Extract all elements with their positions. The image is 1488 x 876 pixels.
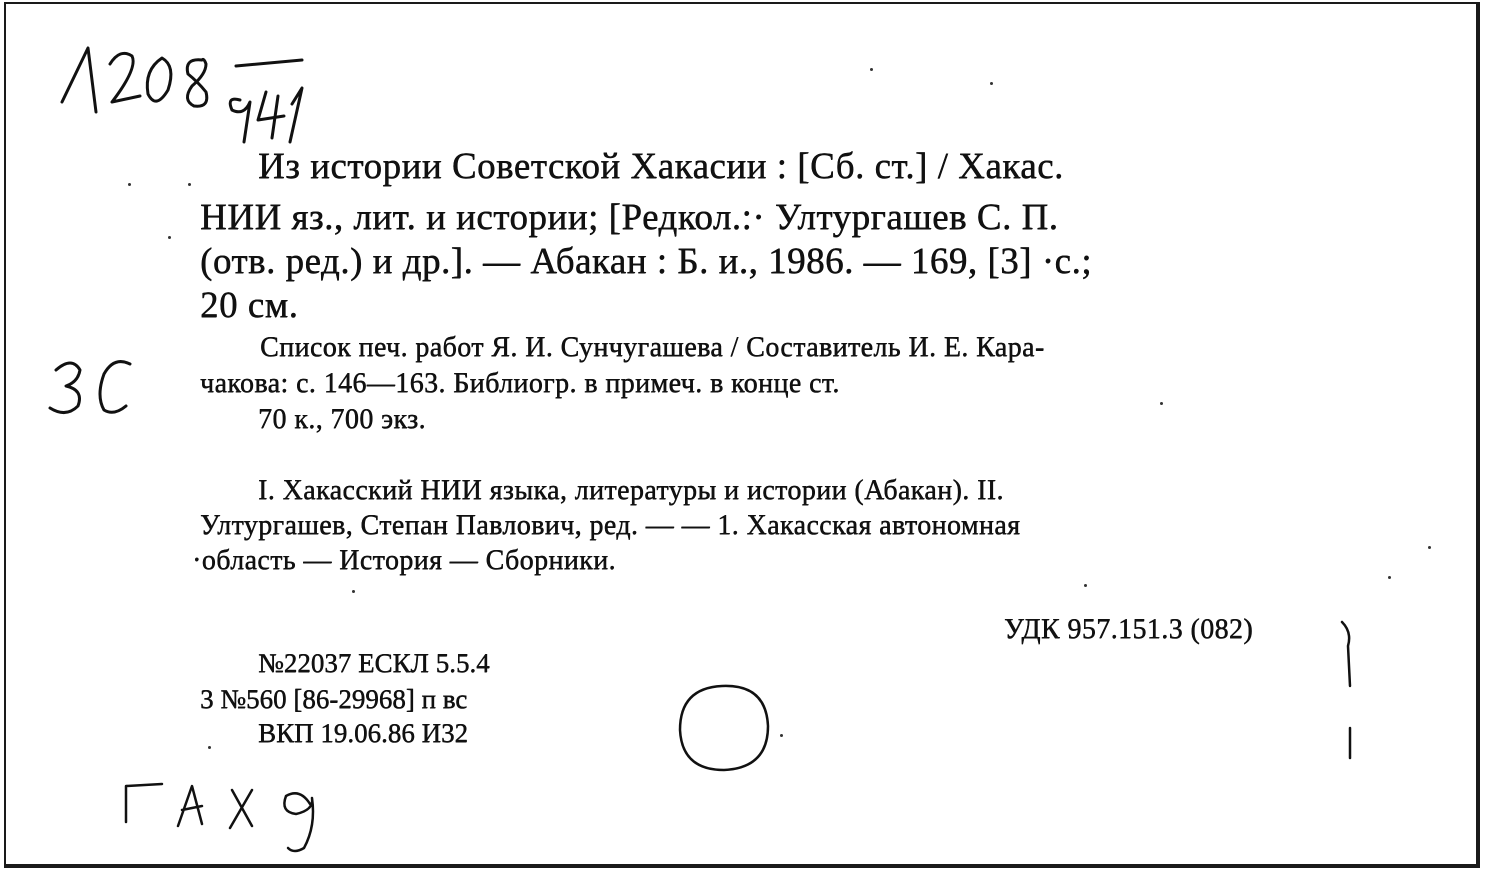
- handwritten-shelf-code: [44, 350, 144, 435]
- speck: [1428, 546, 1431, 549]
- pencil-marks-right-drawing: [1336, 616, 1366, 766]
- speck: [990, 82, 993, 85]
- speck: [168, 236, 171, 239]
- code-line-1: №22037 ЕСКЛ 5.5.4: [258, 648, 490, 678]
- handwritten-call-number-drawing: [40, 30, 320, 150]
- speck: [870, 68, 873, 71]
- code-line-2: 3 №560 [86-29968] п вс: [200, 684, 468, 714]
- udk-code: УДК 957.151.3 (082): [1004, 614, 1254, 645]
- handwritten-index-code: [118, 770, 358, 865]
- speck: [208, 746, 211, 749]
- handwritten-index-code-drawing: [118, 770, 358, 860]
- hand-drawn-circle-drawing: [672, 680, 782, 780]
- speck: [1084, 584, 1087, 587]
- speck: [1388, 576, 1391, 579]
- speck: [780, 734, 783, 737]
- speck: [188, 183, 191, 186]
- title-line-3: (отв. ред.) и др.]. — Абакан : Б. и., 1986. — 169, [3] ·с.;: [200, 241, 1092, 282]
- handwritten-shelf-code-drawing: [44, 350, 144, 430]
- price-line: 70 к., 700 экз.: [258, 404, 426, 435]
- hand-drawn-circle: [672, 680, 782, 785]
- speck: [352, 590, 355, 593]
- subject-line-3: ·область — История — Сборники.: [192, 545, 616, 576]
- subject-line-1: I. Хакасский НИИ языка, литературы и истории (Абакан). II.: [258, 475, 1004, 506]
- handwritten-call-number: [40, 30, 320, 155]
- title-line-4: 20 см.: [200, 285, 299, 326]
- title-line-1: Из истории Советской Хакасии : [Сб. ст.] / Хакас.: [258, 146, 1064, 187]
- code-line-3: ВКП 19.06.86 И32: [258, 718, 469, 748]
- note-line-2: чакова: с. 146—163. Библиогр. в примеч. в конце ст.: [200, 368, 840, 399]
- pencil-marks-right: [1336, 616, 1366, 771]
- speck: [128, 183, 131, 186]
- subject-line-2: Ултургашев, Степан Павлович, ред. — — 1. Хакасская автономная: [200, 510, 1021, 541]
- speck: [1160, 402, 1163, 405]
- note-line-1: Список печ. работ Я. И. Сунчугашева / Составитель И. Е. Кара-: [260, 332, 1045, 363]
- title-line-2: НИИ яз., лит. и истории; [Редкол.:· Ултургашев С. П.: [200, 197, 1059, 238]
